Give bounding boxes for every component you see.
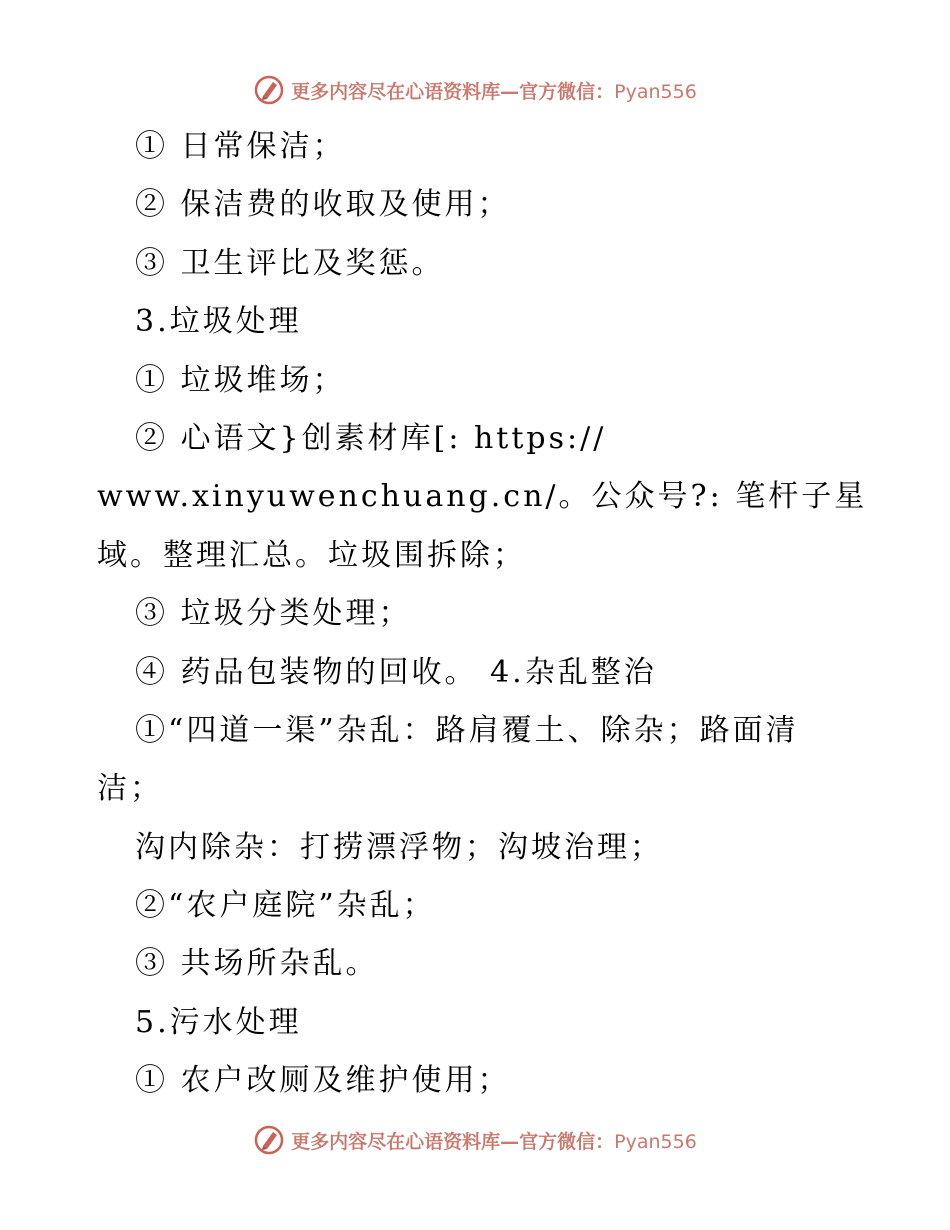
text-line: ② 保洁费的收取及使用； [135, 187, 511, 223]
section-heading: 5.污水处理 [135, 1004, 302, 1040]
text-line: ③ 垃圾分类处理； [135, 596, 412, 632]
pen-logo-icon [253, 74, 285, 106]
text-line: ① 垃圾堆场； [135, 362, 346, 398]
text-line: www.xinyuwenchuang.cn/。公众号?: 笔杆子星 [97, 479, 868, 515]
text-line: ③ 卫生评比及奖惩。 [135, 245, 445, 281]
text-line: 域。整理汇总。垃圾围拆除； [97, 537, 526, 573]
watermark-text: 更多内容尽在心语资料库—官方微信：Pyan556 [291, 1130, 697, 1153]
text-line: 沟内除杂：打捞漂浮物；沟坡治理； [135, 829, 663, 865]
header-watermark [0, 70, 950, 110]
footer-watermark [0, 1120, 950, 1160]
watermark-text: 更多内容尽在心语资料库—官方微信：Pyan556 [291, 80, 697, 103]
pen-logo-icon [253, 1124, 285, 1156]
text-line: ②“农户庭院”杂乱； [135, 888, 436, 924]
document-body [97, 118, 877, 1111]
text-line: ④ 药品包装物的回收。 4.杂乱整治 [135, 654, 657, 690]
text-line: ①“四道一渠”杂乱：路肩覆土、除杂；路面清 [135, 712, 799, 748]
text-line: ① 日常保洁； [135, 129, 346, 164]
section-heading: 3.垃圾处理 [135, 304, 302, 340]
text-line: ① 农户改厕及维护使用； [135, 1063, 511, 1099]
text-line: ③ 共场所杂乱。 [135, 946, 379, 982]
text-line: 洁； [97, 771, 163, 807]
text-line: ② 心语文}创素材库[: https:// [135, 420, 607, 456]
